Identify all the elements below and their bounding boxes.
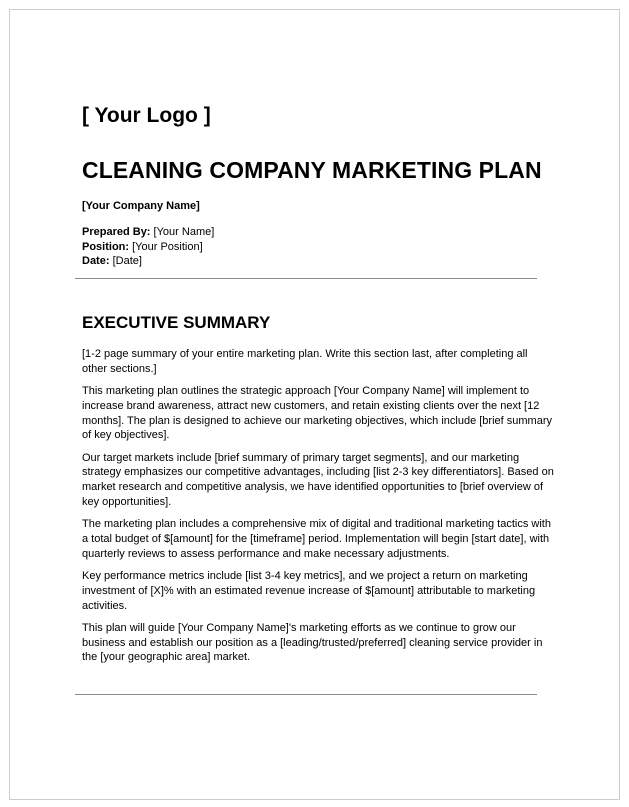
section-heading-executive-summary: EXECUTIVE SUMMARY [82, 313, 271, 332]
divider [75, 694, 537, 695]
meta-date [82, 254, 214, 269]
paragraph: This plan will guide [Your Company Name]'s marketing efforts as we continue to grow our business and establish our position as a [leading/trusted/preferred] cleaning service provider in the [your geographic area] market. [82, 621, 543, 664]
document-page [9, 9, 620, 800]
company-name: [Your Company Name] [82, 200, 200, 212]
document-meta [82, 225, 214, 269]
meta-position [82, 240, 214, 255]
paragraph: The marketing plan includes a comprehensive mix of digital and traditional marketing tactics with a total budget of $[amount] for the [timeframe] period. Implementation will begin [start date], with quarterly reviews to assess performance and make necessary adjustments. [82, 518, 551, 560]
document-title: CLEANING COMPANY MARKETING PLAN [82, 157, 542, 183]
divider [75, 278, 537, 279]
meta-label: Position: [82, 240, 130, 253]
meta-label: Prepared By: [82, 226, 151, 238]
executive-summary-body [82, 347, 554, 672]
meta-label: Date: [82, 255, 110, 268]
meta-prepared-by [82, 225, 214, 240]
paragraph: Key performance metrics include [list 3-4 key metrics], and we project a return on marketing investment of [X]% with an estimated revenue increase of $[amount] attributable to marketing activities. [82, 569, 536, 612]
paragraph: This marketing plan outlines the strategic approach [Your Company Name] will implement to increase brand awareness, attract new customers, and retain existing clients over the next [12 months]. The plan is designed to achieve our marketing objectives, which include [brief summary of key objectives]. [82, 384, 552, 442]
meta-value: [Your Name] [150, 226, 215, 238]
logo-placeholder: [ Your Logo ] [82, 104, 211, 127]
paragraph: Our target markets include [brief summary of primary target segments], and our marketing strategy emphasizes our competitive advantages, including [list 2-3 key differentiators]. Based on market research and competitive analysis, we have identified opportunities to [brief overview of key opportunities]. [82, 451, 554, 508]
meta-value: [Your Position] [129, 240, 203, 253]
paragraph: [1-2 page summary of your entire marketing plan. Write this section last, after completing all other sections.] [82, 348, 528, 375]
meta-value: [Date] [109, 255, 142, 268]
